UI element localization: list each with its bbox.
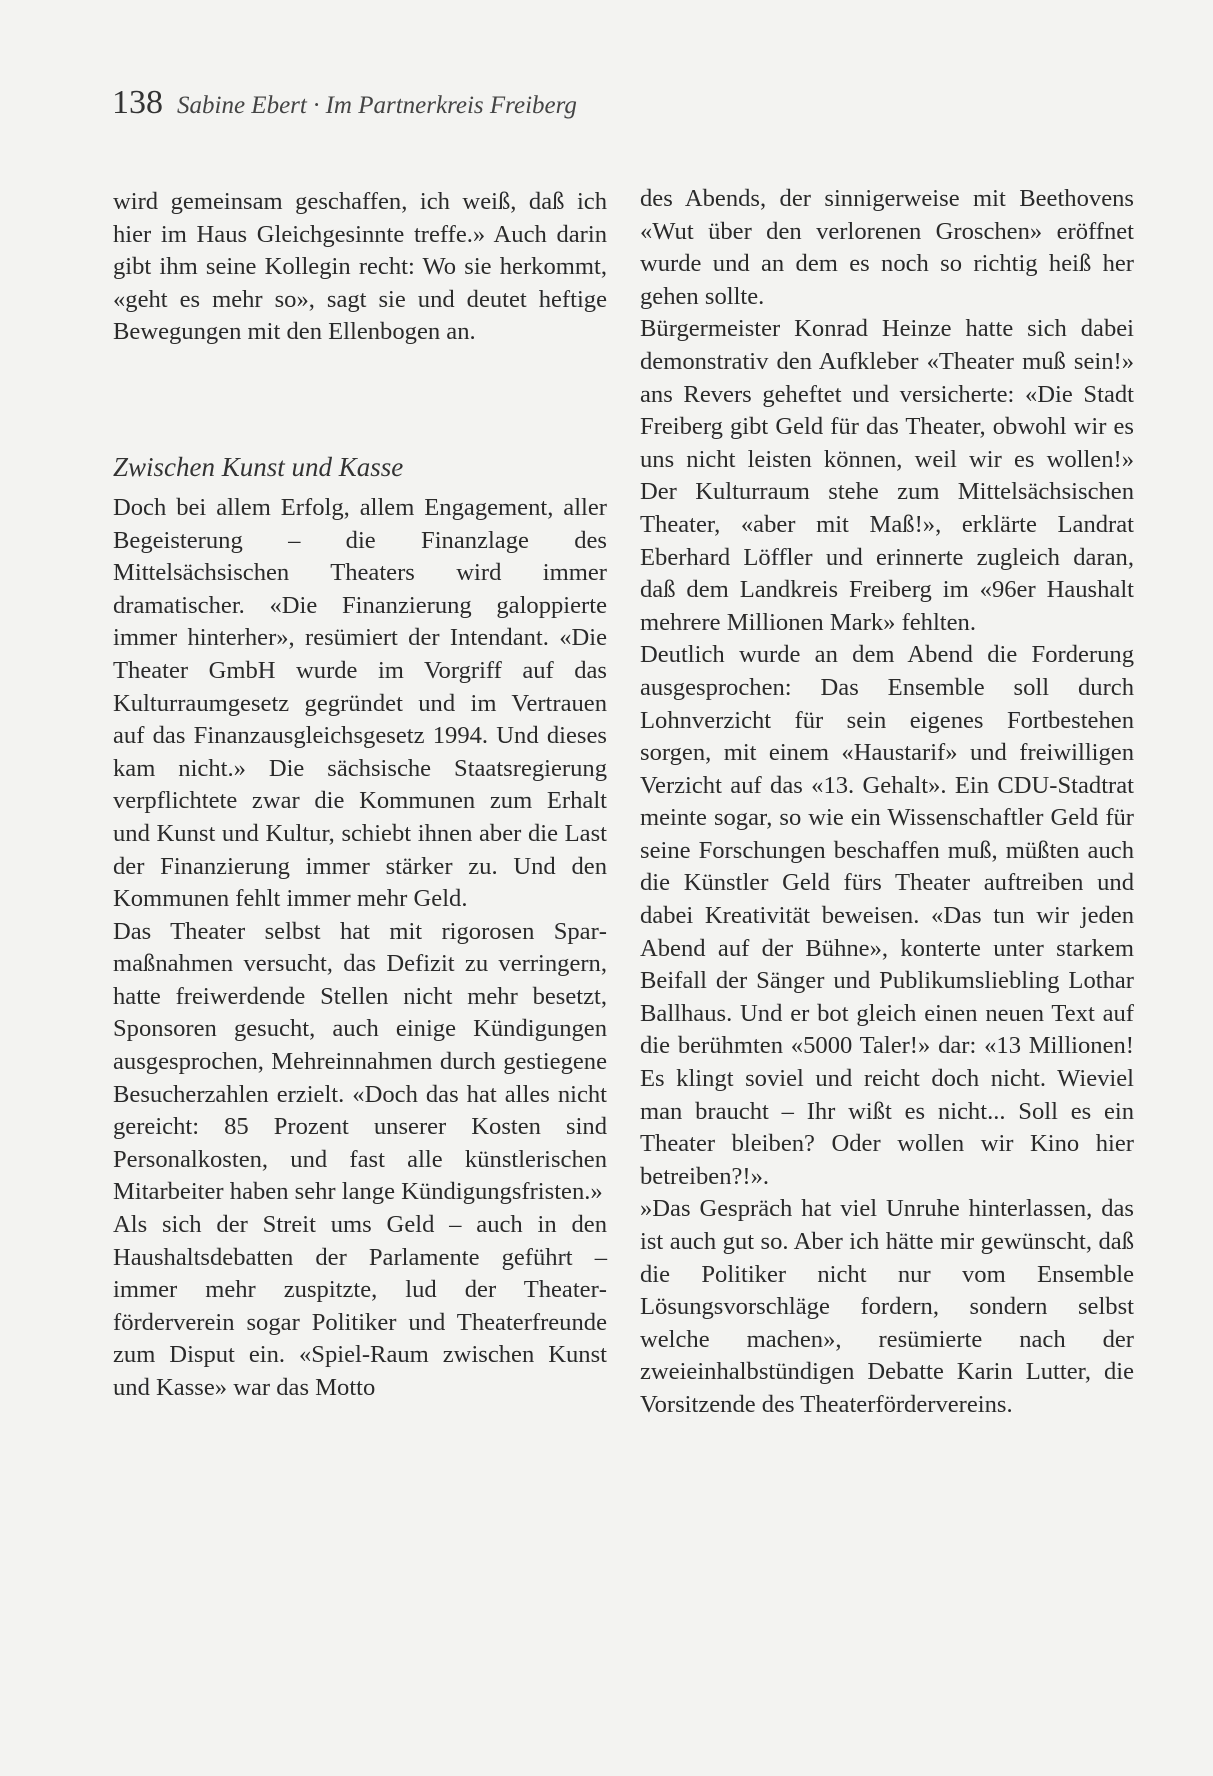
page-header [112,84,577,122]
body-paragraph: Bürgermeister Konrad Heinze hatte sich dabei demonstrativ den Aufkleber «Theater muß sein!» ans Revers geheftet und versicherte: «Die Stadt Freiberg gibt Geld für das Theater, obwohl wir es uns nicht leisten können, weil wir es wollen!» Der Kulturraum stehe zum Mittelsächsischen Theater, «aber mit Maß!», erklärte Landrat Eberhard Löffler und erinnerte zugleich daran, daß dem Landkreis Freiberg im «96er Haushalt mehrere Millionen Mark» fehlten. [640,315,1134,636]
body-paragraph: Doch bei allem Erfolg, allem Engagement, aller Begeisterung – die Finanzlage des Mittelsächsischen Theaters wird immer dramatischer. «Die Finanzierung galoppierte immer hinterher», resümiert der Intendant. «Die Theater GmbH wurde im Vorgriff auf das Kulturraumgesetz gegründet und im Vertrauen auf das Finanzausgleichsgesetz 1994. Und dieses kam nicht.» Die sächsische Staatsregierung verpflichtete zwar die Kommunen zum Erhalt und Kunst und Kultur, schiebt ihnen aber die Last der Finanzierung immer stärker zu. Und den Kommunen fehlt immer mehr Geld. [113,493,607,913]
right-column [640,183,1134,1422]
body-paragraph: »Das Gespräch hat viel Unruhe hinterlassen, das ist auch gut so. Aber ich hätte mir gewünscht, daß die Politiker nicht nur vom Ensemble Lösungsvorschläge fordern, sondern selbst welche machen», resümierte nach der zweieinhalbstündigen Debatte Karin Lutter, die Vorsitzende des Theaterfördervereins. [640,1195,1134,1418]
section-heading: Zwischen Kunst und Kasse [113,451,404,482]
body-paragraph: Als sich der Streit ums Geld – auch in den Haushaltsdebatten der Parlamente geführt – immer mehr zuspitzte, lud der Theaterförderverein sogar Politiker und Theaterfreunde zum Disput ein. «Spiel-Raum zwischen Kunst und Kasse» war das Motto [113,1211,607,1401]
page-number: 138 [112,84,163,121]
section-spacer [113,349,607,449]
running-title: Sabine Ebert · Im Partnerkreis Freiberg [177,92,577,119]
intro-paragraph: wird gemeinsam geschaffen, ich weiß, daß ich hier im Haus Gleichgesinnte treffe.» Auch darin gibt ihm seine Kollegin recht: Wo sie herkommt, «geht es mehr so», sagt sie und deutet heftige Bewegungen mit den Ellenbogen an. [113,188,607,346]
body-paragraph: Deutlich wurde an dem Abend die Forderung ausgesprochen: Das Ensemble soll durch Lohnverzicht für sein eigenes Fortbestehen sorgen, mit einem «Haustarif» und freiwilligen Verzicht auf das «13. Gehalt». Ein CDU-Stadtrat meinte sogar, so wie ein Wissenschaftler Geld für seine Forschungen beschaffen muß, müßten auch die Künstler Geld fürs Theater auftreiben und dabei Kreativität beweisen. «Das tun wir jeden Abend auf der Bühne», konterte unter starkem Beifall der Sänger und Publikumsliebling Lothar Ballhaus. Und er bot gleich einen neuen Text auf die berühmten «5000 Taler!» dar: «13 Millionen! Es klingt soviel und reicht doch nicht. Wieviel man braucht – Ihr wißt es nicht... Soll es ein Theater bleiben? Oder wollen wir Kino hier betreiben?!». [640,641,1134,1190]
body-paragraph: des Abends, der sinnigerweise mit Beethovens «Wut über den verlorenen Groschen» eröffnet wurde und an dem es noch so richtig heiß her gehen sollte. [640,185,1134,310]
left-column [113,186,607,1405]
body-paragraph: Das Theater selbst hat mit rigorosen Sparmaßnahmen versucht, das Defizit zu verringern, hatte freiwerdende Stellen nicht mehr besetzt, Sponsoren gesucht, auch einige Kündigungen ausgesprochen, Mehreinnahmen durch gestiegene Besucherzahlen erzielt. «Doch das hat alles nicht gereicht: 85 Prozent unserer Kosten sind Personalkosten, und fast alle künstlerischen Mitarbeiter haben sehr lange Kündigungsfristen.» [113,917,607,1206]
